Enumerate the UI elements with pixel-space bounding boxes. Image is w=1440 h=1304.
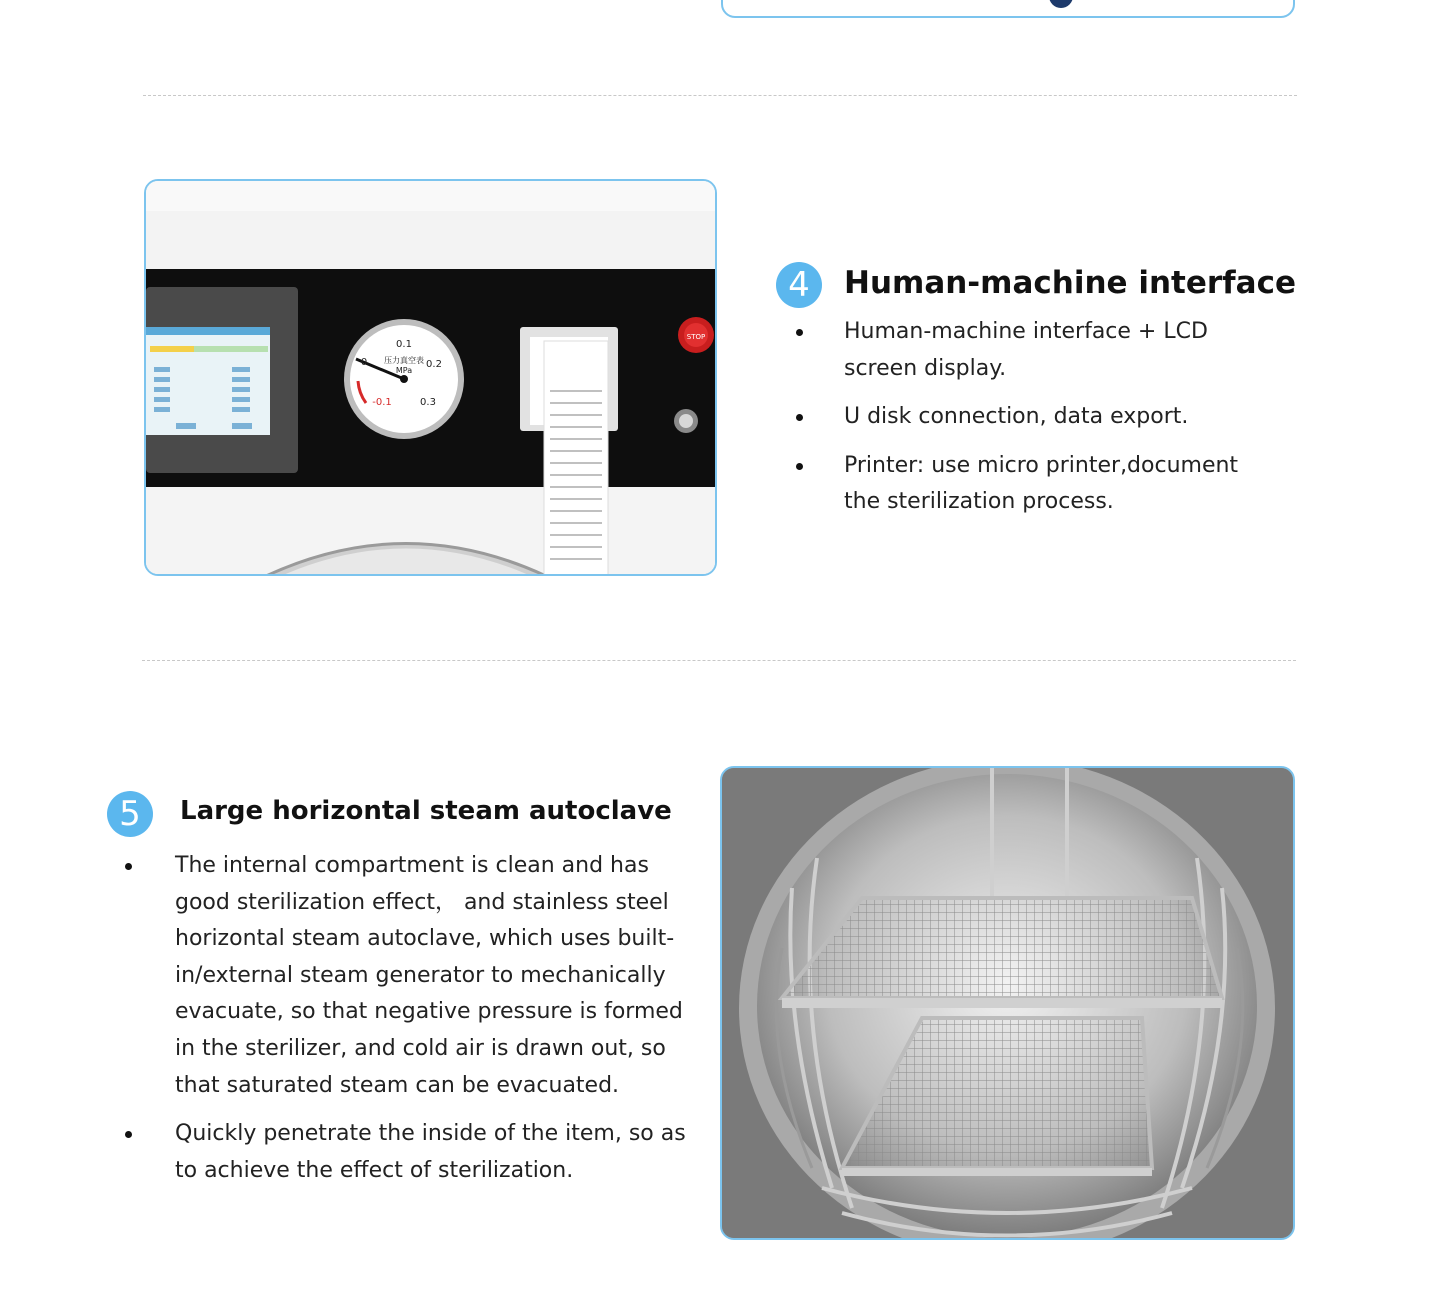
bullet-dot xyxy=(796,463,803,470)
section-5-bullet-text: Quickly penetrate the inside of the item, so as to achieve the effect of sterilization. xyxy=(175,1121,686,1183)
bullet-dot xyxy=(125,1131,132,1138)
section-4-bullet xyxy=(796,314,1256,387)
autoclave-interior-image xyxy=(720,766,1295,1240)
prev-image-knob xyxy=(1049,0,1073,8)
section-5-bullet-text: The internal compartment is clean and has good sterilization effect， and stainless steel horizontal steam autoclave, which uses built-in/external steam generator to mechanically evacuate, so that negative pressure is formed in the sterilizer, and cold air is drawn out, so that saturated steam can be evacuated. xyxy=(175,853,683,1098)
section-4-title: Human-machine interface xyxy=(844,265,1296,301)
gauge-top-label: 0.1 xyxy=(396,339,412,350)
section-5-bullet xyxy=(125,1116,695,1189)
control-panel-illustration xyxy=(146,181,717,576)
section-5-bullet-list xyxy=(125,848,695,1201)
prev-section-image-frame xyxy=(721,0,1295,18)
bullet-dot xyxy=(796,414,803,421)
bullet-dot xyxy=(125,863,132,870)
section-4-bullet-list xyxy=(796,314,1256,533)
section-4-number: 4 xyxy=(788,265,810,305)
gauge-pos-label: 0.3 xyxy=(420,397,436,408)
section-4-bullet xyxy=(796,448,1256,521)
gauge-neg-label: -0.1 xyxy=(372,397,392,408)
section-divider-1 xyxy=(143,95,1297,96)
section-4-number-badge xyxy=(776,262,822,308)
bullet-dot xyxy=(796,329,803,336)
gauge-unit-label: MPa xyxy=(395,366,413,375)
section-4-bullet-text: Printer: use micro printer,document the sterilization process. xyxy=(844,452,1239,515)
gauge-left-label: 0 xyxy=(360,357,368,368)
stop-button-label: STOP xyxy=(686,333,706,341)
gauge-right-label: 0.2 xyxy=(426,359,442,370)
section-4-bullet-text: U disk connection, data export. xyxy=(844,404,1189,430)
control-panel-image xyxy=(144,179,717,576)
autoclave-interior-illustration xyxy=(722,768,1295,1240)
section-4-bullet-text: Human-machine interface + LCD screen display. xyxy=(844,319,1208,381)
section-5-number: 5 xyxy=(119,794,141,834)
section-5-bullet xyxy=(125,848,695,1104)
section-4-bullet xyxy=(796,399,1256,436)
gauge-cn-label: 压力真空表 xyxy=(384,356,424,365)
section-divider-2 xyxy=(142,660,1296,661)
section-5-title: Large horizontal steam autoclave xyxy=(180,796,672,826)
section-5-number-badge xyxy=(107,791,153,837)
